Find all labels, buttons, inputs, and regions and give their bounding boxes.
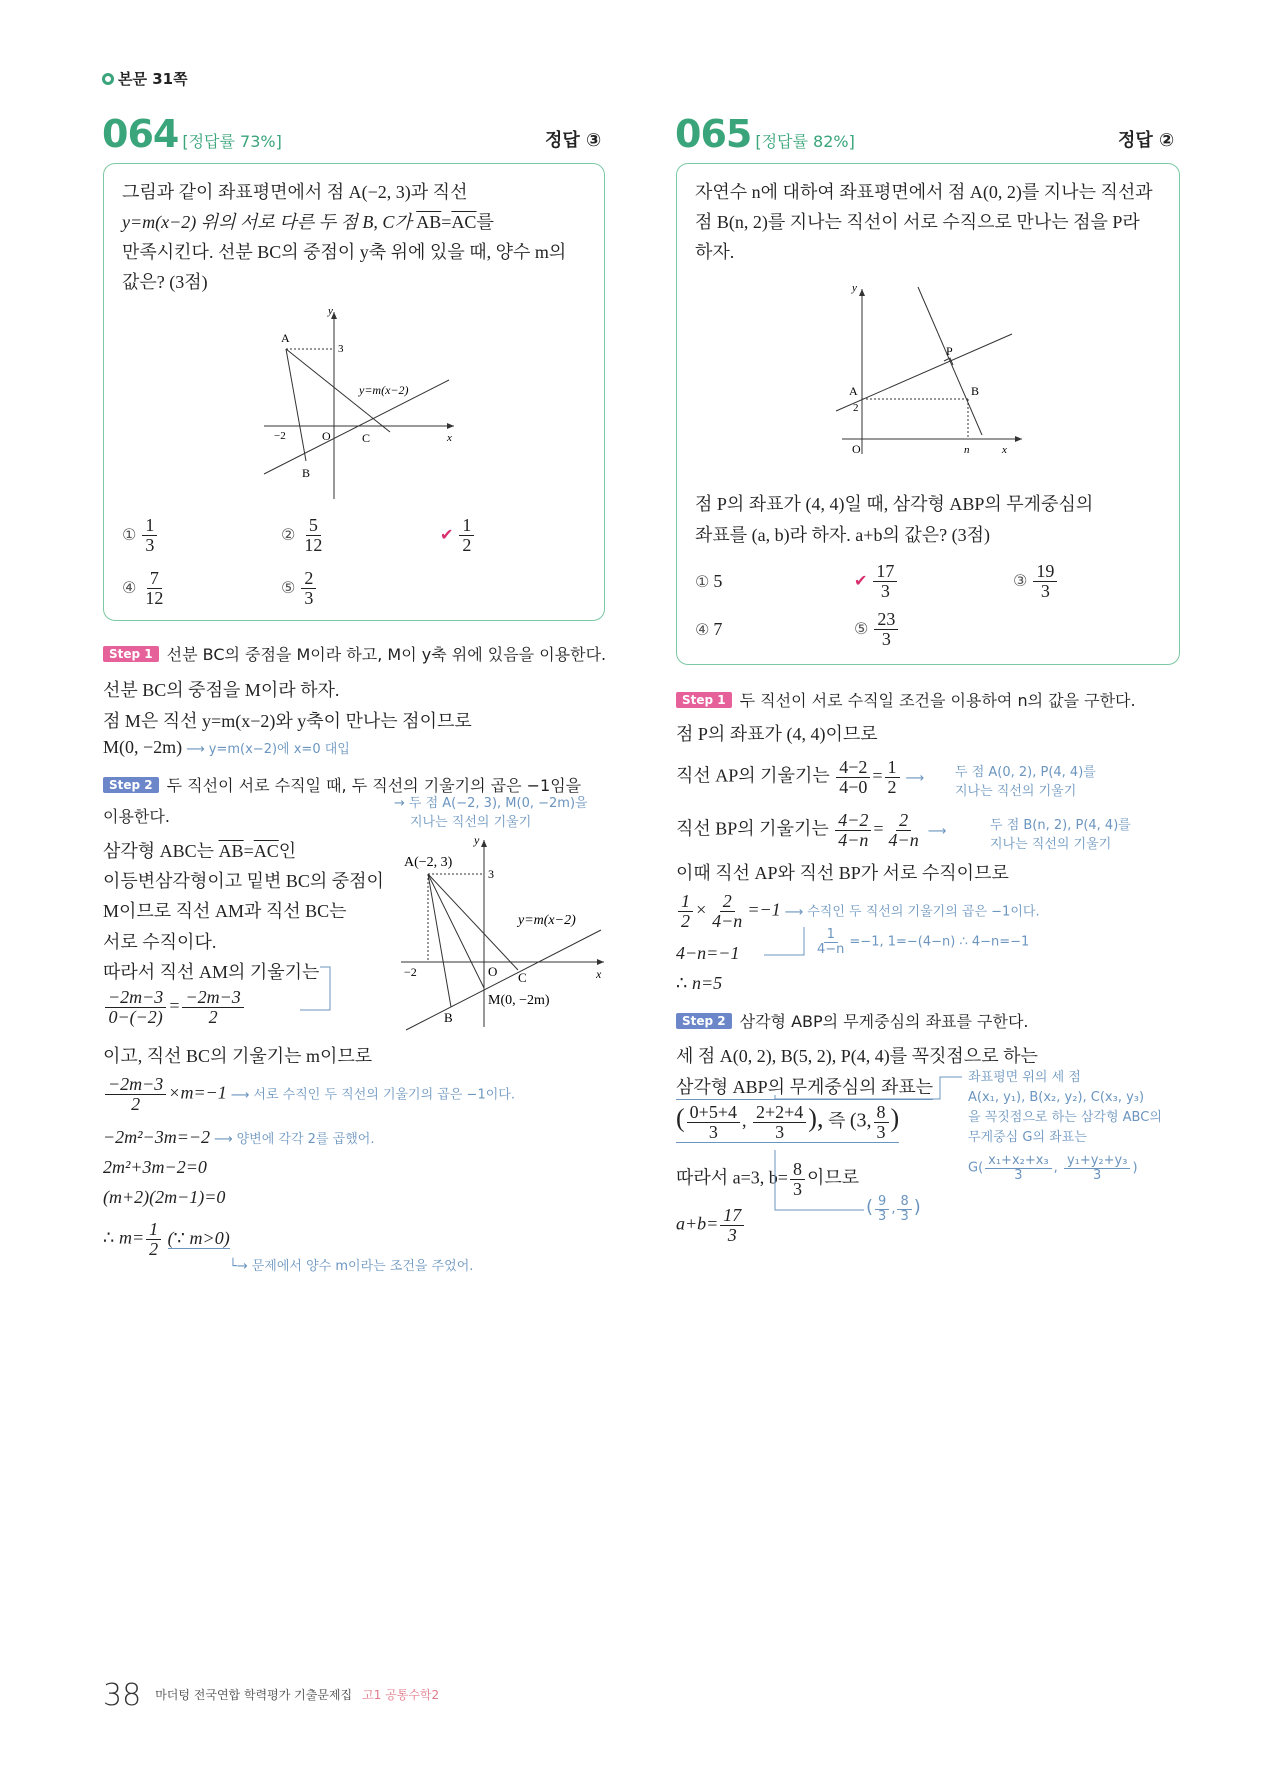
annotation-ap: 두 점 A(0, 2), P(4, 4)를 지나는 직선의 기울기 (955, 765, 1096, 799)
origin-label: O (322, 429, 331, 443)
problem-number: 064 (102, 112, 179, 156)
step1-heading (676, 688, 1136, 711)
page-number: 38 (103, 1678, 142, 1713)
y-axis-label: y (328, 305, 333, 317)
problem-number: 065 (675, 112, 752, 156)
solution-line: 따라서 직선 AM의 기울기는 (103, 962, 320, 982)
line-label: y=m(x−2) (359, 383, 409, 397)
problem-064-box (103, 163, 605, 621)
tick-label: 3 (488, 867, 494, 881)
x-axis-label: x (1002, 444, 1007, 456)
choice-2[interactable]: ② $\frac{5}{12}$ (281, 515, 323, 555)
annotation-connectors (770, 1075, 970, 1215)
step-title: 두 직선이 서로 수직일 조건을 이용하여 n의 값을 구한다. (739, 691, 1136, 710)
y-axis-label: y (852, 282, 857, 294)
subject-label: 고1 공통수학2 (362, 1688, 440, 1702)
problem-065-header (675, 112, 855, 156)
step-title: 선분 BC의 중점을 M이라 하고, M이 y축 위에 있음을 이용한다. (166, 645, 607, 664)
solution-line: 삼각형 ABC는 $\overline{AB}=\overline{AC}$인 (103, 841, 297, 861)
point-label: C (518, 970, 527, 985)
origin-label: O (852, 442, 861, 456)
solution-line: ∴ n=5 (676, 973, 723, 993)
x-axis-label: x (447, 432, 452, 444)
tick-label: 3 (338, 343, 344, 355)
step1-heading (103, 642, 606, 665)
point-label: C (362, 431, 371, 445)
am-slope-equation: $\frac{-2m-3}{0-(-2)}$ = $\frac{-2m-3}{2}$ (103, 988, 246, 1027)
section-reference (102, 68, 188, 89)
choice-5[interactable]: ⑤ $\frac{2}{3}$ (281, 569, 318, 608)
final-answer-line: a+b= $\frac{17}{3}$ (676, 1206, 746, 1245)
perpendicular-equation: $\frac{1}{2}$ × $\frac{2}{4-n}$ =−1 ⟶ 수직인 두 직선의 기울기의 곱은 −1이다. (676, 892, 1040, 931)
bracket-connector (290, 955, 350, 1015)
centroid-equation: ( $\frac{0+5+4}{3}$ , $\frac{2+2+4}{3}$ ), 즉 (3, $\frac{8}{3}$ ) (676, 1102, 900, 1142)
tick-label: −2 (404, 965, 417, 979)
origin-label: O (488, 964, 498, 979)
solution-line: 삼각형 ABP의 무게중심의 좌표는 (676, 1073, 933, 1100)
solution-line: 선분 BC의 중점을 M이라 하자. (103, 680, 340, 700)
problem-064-header (102, 112, 282, 156)
step-badge: Step 1 (676, 692, 732, 708)
step-title-cont: 이용한다. (103, 807, 170, 826)
book-title: 마더텅 전국연합 학력평가 기출문제집 (155, 1688, 353, 1702)
annotation-solve: $\frac{1}{4-n}$ =−1, 1=−(4−n) ∴ 4−n=−1 (817, 927, 1030, 957)
bracket-connector (760, 925, 810, 965)
choice-3[interactable]: ③ $\frac{19}{3}$ (1013, 562, 1059, 601)
step2-heading (676, 1009, 1028, 1032)
step-badge: Step 2 (676, 1013, 732, 1029)
choice-3-selected[interactable]: ✔ $\frac{1}{2}$ (440, 516, 476, 555)
solution-line: 세 점 A(0, 2), B(5, 2), P(4, 4)를 꼭짓점으로 하는 (676, 1046, 1038, 1066)
choice-2-selected[interactable]: ✔ $\frac{17}{3}$ (854, 562, 899, 601)
solution-line: 이고, 직선 BC의 기울기는 m이므로 (103, 1046, 373, 1066)
question-line: y=m(x−2) 위의 서로 다른 두 점 B, C가 $\overline{AB}=\overline{AC}$를 (122, 212, 494, 232)
question-line: 점 P의 좌표가 (4, 4)일 때, 삼각형 ABP의 무게중심의 (695, 494, 1094, 514)
solution-line: M이므로 직선 AM과 직선 BC는 (103, 901, 347, 921)
solution-line: 따라서 a=3, b= $\frac{8}{3}$ 이므로 (676, 1159, 860, 1199)
solution-line: (m+2)(2m−1)=0 (103, 1187, 226, 1207)
final-answer-line: ∴ m= $\frac{1}{2}$ (∵ m>0) (103, 1219, 230, 1259)
solution-line: 서로 수직이다. (103, 932, 217, 952)
check-mark-icon: ✔ (854, 570, 868, 590)
correct-rate: [정답률 73%] (182, 132, 282, 151)
question-line: 하자. (695, 242, 735, 262)
question-line: 좌표를 (a, b)라 하자. a+b의 값은? (3점) (695, 525, 990, 545)
point-label: A(−2, 3) (404, 855, 453, 870)
annotation-am-slope: → 두 점 A(−2, 3), M(0, −2m)을 지나는 직선의 기울기 (394, 796, 588, 830)
correct-rate: [정답률 82%] (755, 132, 855, 151)
solution-line: M(0, −2m) ⟶ y=m(x−2)에 x=0 대입 (103, 737, 350, 757)
step-title: 두 직선이 서로 수직일 때, 두 직선의 기울기의 곱은 −1임을 (166, 776, 582, 795)
question-line: 만족시킨다. 선분 BC의 중점이 y축 위에 있을 때, 양수 m의 (122, 242, 567, 262)
perpendicular-equation: $\frac{-2m-3}{2}$ ×m=−1 ⟶ 서로 수직인 두 직선의 기울기의 곱은 −1이다. (103, 1075, 515, 1114)
y-axis-label: y (474, 833, 480, 847)
problem-064-graph (254, 304, 464, 504)
step-badge: Step 2 (103, 777, 159, 793)
answer-label: 정답 ② (1118, 130, 1175, 151)
tick-label: −2 (274, 430, 286, 442)
tick-label: n (964, 444, 970, 456)
choice-5[interactable]: ⑤ $\frac{23}{3}$ (854, 610, 900, 649)
check-mark-icon: ✔ (440, 524, 454, 544)
point-label: B (444, 1010, 453, 1025)
problem-065-box (676, 163, 1180, 665)
circle-bullet-icon (102, 73, 114, 85)
solution-line: 2m²+3m−2=0 (103, 1157, 207, 1177)
choice-4[interactable]: ④ 7 (695, 619, 723, 639)
problem-065-graph (832, 279, 1032, 459)
choice-1[interactable]: ① $\frac{1}{3}$ (122, 516, 159, 555)
question-line: 점 B(n, 2)를 지나는 직선이 서로 수직으로 만나는 점을 P라 (695, 212, 1140, 232)
step-badge: Step 1 (103, 646, 159, 662)
solution-line: 4−n=−1 (676, 943, 740, 963)
annotation-bp: 두 점 B(n, 2), P(4, 4)를 지나는 직선의 기울기 (990, 818, 1131, 852)
point-label: M(0, −2m) (488, 993, 550, 1008)
answer-label: 정답 ③ (545, 130, 602, 151)
solution-line: 이등변삼각형이고 밑변 BC의 중점이 (103, 871, 384, 891)
ap-slope-line: 직선 AP의 기울기는 $\frac{4-2}{4-0}$ = $\frac{1}{2}$ ⟶ (676, 757, 925, 797)
step2-heading (103, 773, 581, 796)
point-label: A (281, 331, 290, 345)
line-label: y=m(x−2) (518, 913, 576, 928)
question-line: 자연수 n에 대하여 좌표평면에서 점 A(0, 2)를 지나는 직선과 (695, 182, 1153, 202)
centroid-formula-note: 좌표평면 위의 세 점 A(x₁, y₁), B(x₂, y₂), C(x₃, y₃) 을 꼭짓점으로 하는 삼각형 ABC의 무게중심 G의 좌표는 G( $\frac{\text{x₁+x₂+x₃}}{3}$ , $\frac{\text{y₁+y₂+y₃}}{3}$ ) (968, 1070, 1162, 1183)
bp-slope-line: 직선 BP의 기울기는 $\frac{4-2}{4-n}$ = $\frac{2}{4-n}$ ⟶ (676, 810, 947, 850)
step-title: 삼각형 ABP의 무게중심의 좌표를 구한다. (739, 1012, 1029, 1031)
question-line: 그림과 같이 좌표평면에서 점 A(−2, 3)과 직선 (122, 182, 468, 202)
point-label: B (302, 466, 311, 480)
solution-line: 점 M은 직선 y=m(x−2)와 y축이 만나는 점이므로 (103, 711, 472, 731)
annotation-condition: └→ 문제에서 양수 m이라는 조건을 주었어. (229, 1259, 474, 1274)
solution-064-diagram (396, 832, 611, 1032)
solution-line: 점 P의 좌표가 (4, 4)이므로 (676, 724, 878, 744)
point-label: B (971, 384, 980, 398)
question-line: 값은? (3점) (122, 272, 208, 292)
choice-1[interactable]: ① 5 (695, 571, 723, 591)
centroid-value-note: ( $\frac{9}{3}$ , $\frac{8}{3}$ ) (866, 1194, 921, 1224)
point-label: P (946, 344, 953, 358)
page-footer (103, 1678, 439, 1713)
point-label: A (849, 384, 858, 398)
x-axis-label: x (596, 967, 602, 981)
solution-line: −2m²−3m=−2 ⟶ 양변에 각각 2를 곱했어. (103, 1127, 375, 1147)
choice-4[interactable]: ④ $\frac{7}{12}$ (122, 568, 164, 608)
reference-text: 본문 31쪽 (118, 70, 188, 88)
tick-label: 2 (853, 402, 859, 414)
solution-line: 이때 직선 AP와 직선 BP가 서로 수직이므로 (676, 863, 1009, 883)
